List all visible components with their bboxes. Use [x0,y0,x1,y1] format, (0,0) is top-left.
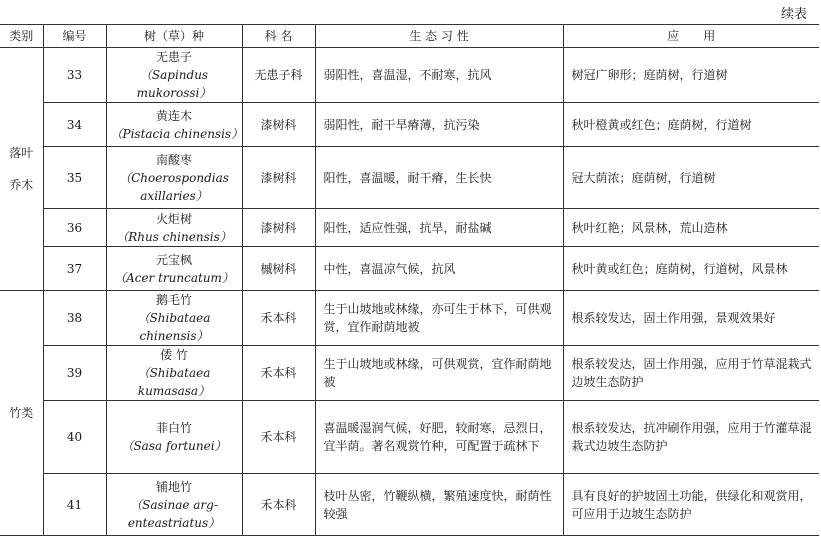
header-number: 编号 [43,25,106,48]
ecology-cell: 生于山坡地或林缘，可供观赏，宜作耐荫地被 [315,346,563,401]
application-cell: 秋叶橙黄或红色；庭荫树，行道树 [563,103,819,147]
species-latin-name: （Shibataea chinensis） [137,311,211,343]
family-cell: 禾本科 [242,474,315,536]
table-row [0,147,819,209]
category-cell: 竹类 [0,291,43,536]
species-latin-name: （Shibataea kumasasa） [137,366,211,398]
application-cell: 根系较发达，固土作用强，应用于竹草混栽式边坡生态防护 [563,346,819,401]
species-cell [106,474,242,536]
continued-label: 续表 [780,7,807,22]
number-cell: 34 [43,103,106,147]
species-cell [106,346,242,401]
number-cell: 41 [43,474,106,536]
species-chinese-name: 火炬树 [155,211,192,226]
species-cell [106,247,242,291]
species-latin-name: （Sapindus mukorossi） [136,68,212,100]
family-cell: 禾本科 [242,291,315,346]
species-chinese-name: 黄连木 [155,108,192,123]
ecology-cell: 枝叶丛密，竹鞭纵横，繁殖速度快，耐荫性较强 [315,474,563,536]
table-row [0,401,819,474]
ecology-cell: 阳性，喜温暖，耐干瘠，生长快 [315,147,563,209]
species-cell [106,401,242,474]
species-latin-name: （Acer truncatum） [114,270,234,285]
species-chinese-name: 菲白竹 [155,421,192,435]
header-ecology: 生 态 习 性 [315,25,563,48]
application-cell: 冠大荫浓；庭荫树，行道树 [563,147,819,209]
family-cell: 无患子科 [242,48,315,103]
species-cell [106,291,242,346]
application-cell: 树冠广卵形；庭荫树，行道树 [563,48,819,103]
application-cell: 秋叶红艳；风景林，荒山造林 [563,209,819,247]
species-cell [106,48,242,103]
number-cell: 37 [43,247,106,291]
species-chinese-name: 铺地竹 [155,479,192,494]
table-row [0,291,819,346]
header-application: 应 用 [563,25,819,48]
table-row [0,346,819,401]
application-cell: 具有良好的护坡固土功能，供绿化和观赏用，可应用于边坡生态防护 [563,474,819,536]
category-cell: 落叶乔木 [0,48,43,291]
family-cell: 禾本科 [242,401,315,474]
header-category: 类别 [0,25,43,48]
species-latin-name: （Pistacia chinensis） [110,126,244,141]
species-chinese-name: 鹅毛竹 [155,293,192,307]
species-chinese-name: 元宝枫 [155,252,192,267]
number-cell: 40 [43,401,106,474]
species-latin-name: （Rhus chinensis） [116,229,232,244]
species-cell [106,147,242,209]
species-cell [106,103,242,147]
number-cell: 38 [43,291,106,346]
ecology-cell: 喜温暖湿润气候，好肥，较耐寒，忌烈日，宜半荫。著名观赏竹种，可配置于疏林下 [315,401,563,474]
family-cell: 漆树科 [242,103,315,147]
species-latin-name: （Sasinae arg-enteastriatus） [127,497,221,530]
species-chinese-name: 南酸枣 [155,152,192,167]
application-cell: 根系较发达，固土作用强，景观效果好 [563,291,819,346]
species-cell [106,209,242,247]
number-cell: 35 [43,147,106,209]
number-cell: 36 [43,209,106,247]
plant-table [0,24,819,536]
table-row [0,103,819,147]
species-chinese-name: 倭 竹 [160,348,188,362]
ecology-cell: 阳性，适应性强，抗旱，耐盐碱 [315,209,563,247]
ecology-cell: 弱阳性，喜温湿，不耐寒，抗风 [315,48,563,103]
family-cell: 槭树科 [242,247,315,291]
table-row [0,247,819,291]
application-cell: 根系较发达，抗冲刷作用强，应用于竹灌草混栽式边坡生态防护 [563,401,819,474]
ecology-cell: 中性，喜温凉气候，抗风 [315,247,563,291]
species-latin-name: （Sasa fortunei） [121,439,227,453]
species-latin-name: （Choerospondias axillaries） [119,170,229,203]
header-species: 树（草）种 [106,25,242,48]
family-cell: 禾本科 [242,346,315,401]
table-row [0,48,819,103]
species-chinese-name: 无患子 [155,50,192,64]
table-row [0,209,819,247]
number-cell: 33 [43,48,106,103]
family-cell: 漆树科 [242,147,315,209]
application-cell: 秋叶黄或红色；庭荫树，行道树，风景林 [563,247,819,291]
header-family: 科 名 [242,25,315,48]
header-row [0,25,819,48]
number-cell: 39 [43,346,106,401]
family-cell: 漆树科 [242,209,315,247]
ecology-cell: 生于山坡地或林缘，亦可生于林下，可供观赏，宜作耐荫地被 [315,291,563,346]
ecology-cell: 弱阳性，耐干旱瘠薄，抗污染 [315,103,563,147]
table-row [0,474,819,536]
